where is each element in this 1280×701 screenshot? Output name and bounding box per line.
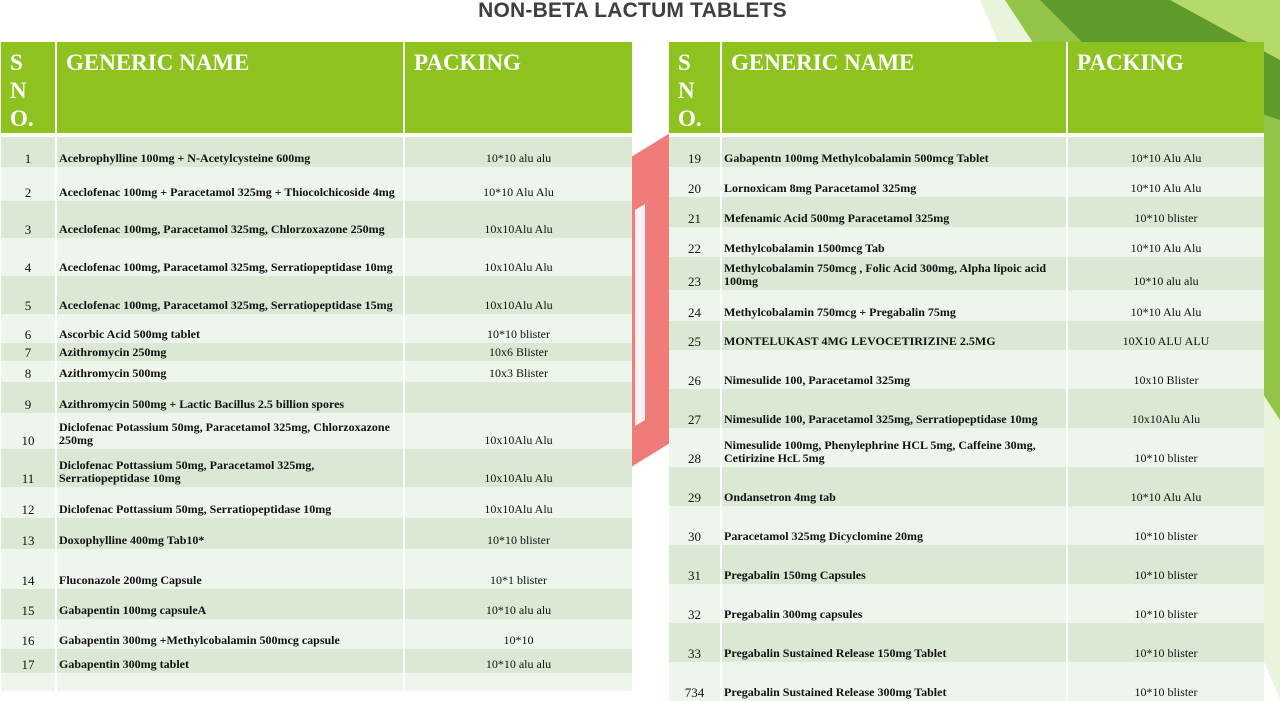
generic-name-cell: Pregabalin Sustained Release 150mg Tablet bbox=[721, 623, 1067, 662]
packing-cell: 10*10 Alu Alu bbox=[1067, 167, 1264, 197]
sno-cell: 10 bbox=[1, 413, 56, 449]
sno-cell: 19 bbox=[669, 137, 721, 167]
packing-cell: 10*10 alu alu bbox=[404, 589, 632, 619]
packing-cell: 10*10 blister bbox=[1067, 545, 1264, 584]
sno-cell: 22 bbox=[669, 227, 721, 257]
left-product-table bbox=[1, 42, 632, 691]
packing-cell: 10*10 Alu Alu bbox=[1067, 227, 1264, 257]
generic-name-cell: Methylcobalamin 1500mcg Tab bbox=[721, 227, 1067, 257]
table-row bbox=[1, 619, 632, 649]
sno-header bbox=[1, 42, 56, 133]
sno-cell: 16 bbox=[1, 619, 56, 649]
packing-cell: 10*10 Alu Alu bbox=[1067, 467, 1264, 506]
generic-name-cell: Gabapentin 300mg +Methylcobalamin 500mcg capsule bbox=[56, 619, 404, 649]
sno-header-line: S bbox=[678, 50, 691, 75]
sno-cell: 28 bbox=[669, 428, 721, 467]
generic-name-cell: MONTELUKAST 4MG LEVOCETIRIZINE 2.5MG bbox=[721, 321, 1067, 350]
sno-cell: 32 bbox=[669, 584, 721, 623]
table-row bbox=[669, 197, 1264, 227]
table-row bbox=[1, 649, 632, 673]
table-row bbox=[1, 201, 632, 238]
table-row bbox=[1, 449, 632, 487]
generic-name-cell: Nimesulide 100, Paracetamol 325mg, Serratiopeptidase 10mg bbox=[721, 389, 1067, 428]
generic-name-header: GENERIC NAME bbox=[721, 42, 1067, 133]
table-row bbox=[1, 343, 632, 361]
generic-name-cell: Gabapentin 100mg capsuleA bbox=[56, 589, 404, 619]
generic-name-cell: Doxophylline 400mg Tab10* bbox=[56, 518, 404, 549]
table-row bbox=[669, 428, 1264, 467]
table-row bbox=[669, 137, 1264, 167]
packing-cell: 10*10 blister bbox=[1067, 623, 1264, 662]
generic-name-cell: Nimesulide 100, Paracetamol 325mg bbox=[721, 350, 1067, 389]
table-row bbox=[1, 361, 632, 382]
packing-cell: 10x10Alu Alu bbox=[404, 201, 632, 238]
table-row bbox=[1, 137, 632, 167]
generic-name-cell: Pregabalin 300mg capsules bbox=[721, 584, 1067, 623]
packing-cell: 10*10 alu alu bbox=[404, 137, 632, 167]
packing-cell: 10x10Alu Alu bbox=[404, 238, 632, 276]
sno-cell: 27 bbox=[669, 389, 721, 428]
table-row bbox=[669, 662, 1264, 701]
packing-header: PACKING bbox=[1067, 42, 1264, 133]
generic-name-header: GENERIC NAME bbox=[56, 42, 404, 133]
generic-name-cell: Gabapentin 300mg tablet bbox=[56, 649, 404, 673]
sno-cell: 9 bbox=[1, 382, 56, 413]
sno-cell bbox=[1, 673, 56, 691]
table-row bbox=[669, 389, 1264, 428]
table-row bbox=[669, 467, 1264, 506]
packing-cell: 10*10 alu alu bbox=[404, 649, 632, 673]
sno-cell: 3 bbox=[1, 201, 56, 238]
table-row bbox=[1, 589, 632, 619]
generic-name-cell bbox=[56, 673, 404, 691]
packing-cell: 10x3 Blister bbox=[404, 361, 632, 382]
table-row bbox=[1, 167, 632, 201]
table-row bbox=[1, 413, 632, 449]
table-row bbox=[669, 545, 1264, 584]
packing-cell: 10x6 Blister bbox=[404, 343, 632, 361]
sno-cell: 13 bbox=[1, 518, 56, 549]
table-row bbox=[1, 314, 632, 343]
sno-cell: 33 bbox=[669, 623, 721, 662]
packing-cell: 10*10 bbox=[404, 619, 632, 649]
table-row bbox=[1, 673, 632, 691]
generic-name-cell: Aceclofenac 100mg, Paracetamol 325mg, Serratiopeptidase 10mg bbox=[56, 238, 404, 276]
generic-name-cell: Aceclofenac 100mg, Paracetamol 325mg, Chlorzoxazone 250mg bbox=[56, 201, 404, 238]
table-row bbox=[669, 623, 1264, 662]
packing-cell: 10x10Alu Alu bbox=[404, 487, 632, 518]
sno-cell: 25 bbox=[669, 321, 721, 350]
generic-name-cell: Ondansetron 4mg tab bbox=[721, 467, 1067, 506]
sno-cell: 734 bbox=[669, 662, 721, 701]
sno-cell: 30 bbox=[669, 506, 721, 545]
packing-cell: 10*10 blister bbox=[1067, 197, 1264, 227]
generic-name-cell: Diclofenac Pottassium 50mg, Paracetamol 325mg, Serratiopeptidase 10mg bbox=[56, 449, 404, 487]
page-title: NON-BETA LACTUM TABLETS bbox=[478, 0, 787, 22]
sno-cell: 1 bbox=[1, 137, 56, 167]
sno-cell: 6 bbox=[1, 314, 56, 343]
packing-cell: 10*10 blister bbox=[404, 314, 632, 343]
generic-name-cell: Ascorbic Acid 500mg tablet bbox=[56, 314, 404, 343]
generic-name-cell: Aceclofenac 100mg, Paracetamol 325mg, Serratiopeptidase 15mg bbox=[56, 276, 404, 314]
packing-cell: 10x10Alu Alu bbox=[404, 413, 632, 449]
table-row bbox=[1, 487, 632, 518]
generic-name-cell: Nimesulide 100mg, Phenylephrine HCL 5mg, Caffeine 30mg, Cetirizine HcL 5mg bbox=[721, 428, 1067, 467]
generic-name-cell: Paracetamol 325mg Dicyclomine 20mg bbox=[721, 506, 1067, 545]
generic-name-cell: Methylcobalamin 750mcg + Pregabalin 75mg bbox=[721, 290, 1067, 321]
sno-cell: 15 bbox=[1, 589, 56, 619]
packing-cell: 10*10 Alu Alu bbox=[1067, 290, 1264, 321]
sno-header-line: S bbox=[10, 50, 23, 75]
packing-cell bbox=[404, 382, 632, 413]
sno-header-line: O. bbox=[10, 106, 34, 131]
packing-cell: 10x10Alu Alu bbox=[1067, 389, 1264, 428]
sno-header bbox=[669, 42, 721, 133]
packing-cell: 10x10 Blister bbox=[1067, 350, 1264, 389]
packing-cell: 10*10 Alu Alu bbox=[404, 167, 632, 201]
sno-cell: 20 bbox=[669, 167, 721, 197]
sno-header-line: N bbox=[10, 78, 27, 103]
table-row bbox=[669, 257, 1264, 290]
packing-cell: 10x10Alu Alu bbox=[404, 276, 632, 314]
packing-cell: 10x10Alu Alu bbox=[404, 449, 632, 487]
packing-cell: 10*10 blister bbox=[1067, 506, 1264, 545]
generic-name-cell: Mefenamic Acid 500mg Paracetamol 325mg bbox=[721, 197, 1067, 227]
generic-name-cell: Azithromycin 500mg + Lactic Bacillus 2.5 billion spores bbox=[56, 382, 404, 413]
sno-header-line: N bbox=[678, 78, 695, 103]
table-row bbox=[669, 584, 1264, 623]
sno-cell: 26 bbox=[669, 350, 721, 389]
table-row bbox=[669, 321, 1264, 350]
sno-cell: 12 bbox=[1, 487, 56, 518]
packing-header: PACKING bbox=[404, 42, 632, 133]
packing-cell: 10*1 blister bbox=[404, 549, 632, 589]
generic-name-cell: Acebrophylline 100mg + N-Acetylcysteine 600mg bbox=[56, 137, 404, 167]
generic-name-cell: Pregabalin Sustained Release 300mg Tablet bbox=[721, 662, 1067, 701]
sno-cell: 14 bbox=[1, 549, 56, 589]
table-row bbox=[669, 167, 1264, 197]
generic-name-cell: Lornoxicam 8mg Paracetamol 325mg bbox=[721, 167, 1067, 197]
sno-cell: 4 bbox=[1, 238, 56, 276]
packing-cell: 10*10 alu alu bbox=[1067, 257, 1264, 290]
packing-cell: 10*10 blister bbox=[1067, 662, 1264, 701]
sno-cell: 24 bbox=[669, 290, 721, 321]
table-row bbox=[669, 350, 1264, 389]
packing-cell: 10*10 blister bbox=[1067, 584, 1264, 623]
sno-cell: 11 bbox=[1, 449, 56, 487]
sno-header-line: O. bbox=[678, 106, 702, 131]
generic-name-cell: Pregabalin 150mg Capsules bbox=[721, 545, 1067, 584]
generic-name-cell: Methylcobalamin 750mcg , Folic Acid 300mg, Alpha lipoic acid 100mg bbox=[721, 257, 1067, 290]
table-row bbox=[1, 276, 632, 314]
right-product-table bbox=[669, 42, 1264, 701]
sno-cell: 7 bbox=[1, 343, 56, 361]
table-row bbox=[1, 238, 632, 276]
generic-name-cell: Azithromycin 250mg bbox=[56, 343, 404, 361]
sno-cell: 2 bbox=[1, 167, 56, 201]
generic-name-cell: Gabapentn 100mg Methylcobalamin 500mcg Tablet bbox=[721, 137, 1067, 167]
generic-name-cell: Diclofenac Potassium 50mg, Paracetamol 325mg, Chlorzoxazone 250mg bbox=[56, 413, 404, 449]
packing-cell: 10*10 blister bbox=[1067, 428, 1264, 467]
generic-name-cell: Aceclofenac 100mg + Paracetamol 325mg + Thiocolchicoside 4mg bbox=[56, 167, 404, 201]
packing-cell: 10X10 ALU ALU bbox=[1067, 321, 1264, 350]
generic-name-cell: Fluconazole 200mg Capsule bbox=[56, 549, 404, 589]
packing-cell bbox=[404, 673, 632, 691]
table-row bbox=[1, 549, 632, 589]
generic-name-cell: Diclofenac Pottassium 50mg, Serratiopeptidase 10mg bbox=[56, 487, 404, 518]
sno-cell: 21 bbox=[669, 197, 721, 227]
table-row bbox=[669, 290, 1264, 321]
sno-cell: 5 bbox=[1, 276, 56, 314]
packing-cell: 10*10 Alu Alu bbox=[1067, 137, 1264, 167]
packing-cell: 10*10 blister bbox=[404, 518, 632, 549]
sno-cell: 23 bbox=[669, 257, 721, 290]
sno-cell: 8 bbox=[1, 361, 56, 382]
table-row bbox=[669, 506, 1264, 545]
sno-cell: 31 bbox=[669, 545, 721, 584]
sno-cell: 29 bbox=[669, 467, 721, 506]
table-row bbox=[669, 227, 1264, 257]
table-row bbox=[1, 518, 632, 549]
sno-cell: 17 bbox=[1, 649, 56, 673]
table-row bbox=[1, 382, 632, 413]
generic-name-cell: Azithromycin 500mg bbox=[56, 361, 404, 382]
